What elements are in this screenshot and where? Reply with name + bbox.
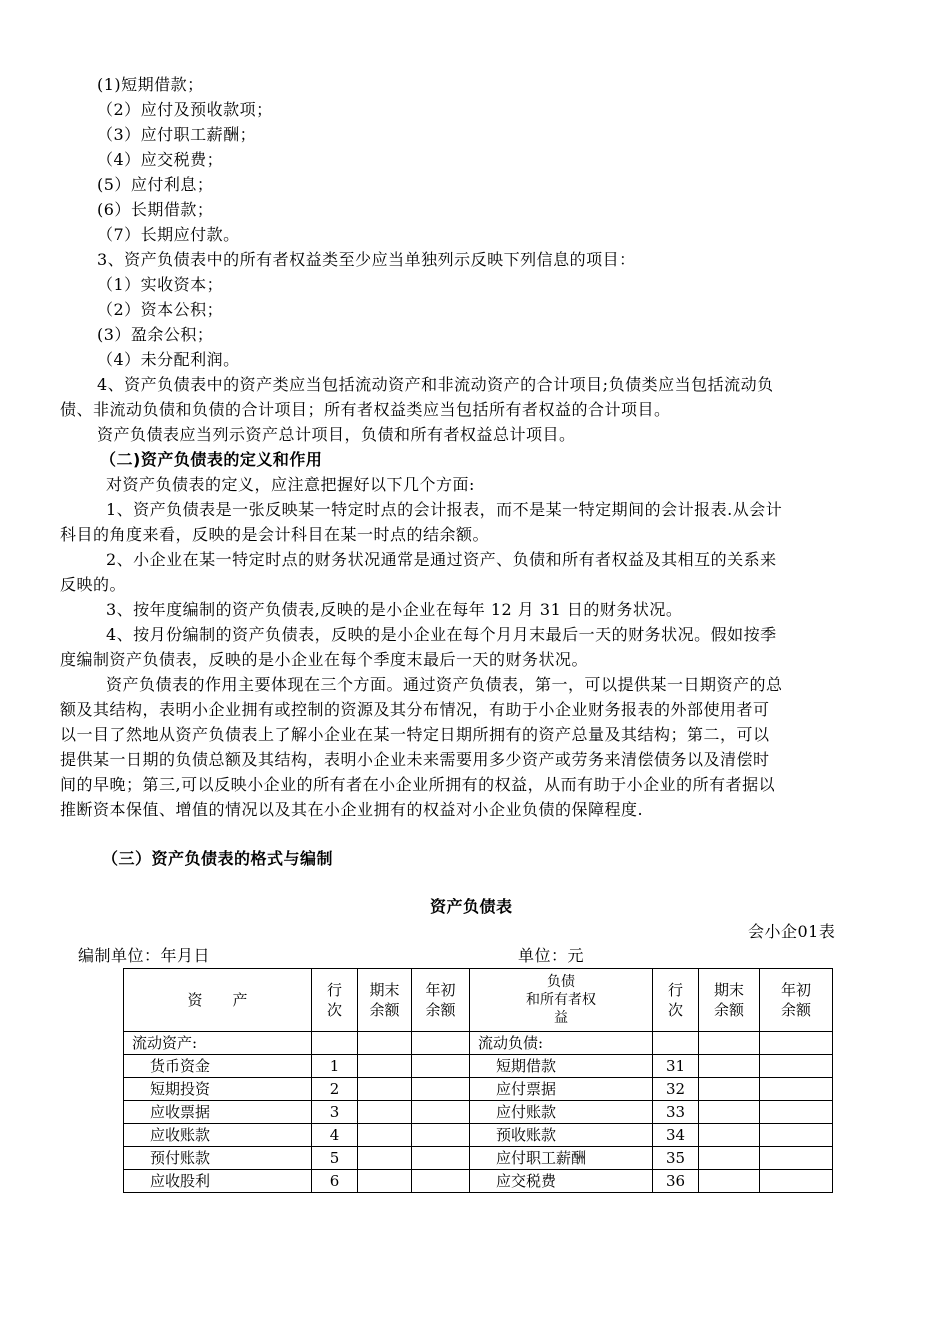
end-balance-cell-2 bbox=[699, 1032, 760, 1055]
text-line: （2）应付及预收款项； bbox=[97, 100, 273, 119]
row-no-cell-2 bbox=[653, 1032, 699, 1055]
row-no-cell: 3 bbox=[312, 1101, 358, 1124]
end-balance-cell bbox=[358, 1147, 412, 1170]
text-line: （4）未分配利润。 bbox=[97, 350, 240, 369]
table-row bbox=[124, 1170, 833, 1193]
header-row-no: 行 次 bbox=[312, 969, 358, 1032]
end-balance-cell-2 bbox=[699, 1170, 760, 1193]
begin-balance-cell bbox=[412, 1147, 470, 1170]
begin-balance-cell-2 bbox=[760, 1147, 833, 1170]
balance-sheet-table bbox=[123, 968, 833, 1193]
asset-cell: 短期投资 bbox=[124, 1078, 312, 1101]
header-end-balance: 期末 余额 bbox=[358, 969, 412, 1032]
end-balance-cell-2 bbox=[699, 1124, 760, 1147]
begin-balance-cell-2 bbox=[760, 1101, 833, 1124]
end-balance-cell-2 bbox=[699, 1147, 760, 1170]
text-line: 资产负债表应当列示资产总计项目，负债和所有者权益总计项目。 bbox=[97, 425, 576, 444]
table-row bbox=[124, 1032, 833, 1055]
begin-balance-cell bbox=[412, 1124, 470, 1147]
end-balance-cell-2 bbox=[699, 1055, 760, 1078]
text-line: 4、资产负债表中的资产类应当包括流动资产和非流动资产的合计项目;负债类应当包括流动负 bbox=[97, 375, 774, 394]
asset-cell: 应收股利 bbox=[124, 1170, 312, 1193]
asset-cell: 流动资产: bbox=[124, 1032, 312, 1055]
text-line: (5）应付利息； bbox=[97, 175, 214, 194]
table-row bbox=[124, 1078, 833, 1101]
row-no-cell: 5 bbox=[312, 1147, 358, 1170]
text-line: 科目的角度来看，反映的是会计科目在某一时点的结余额。 bbox=[60, 525, 490, 544]
text-line: (1)短期借款； bbox=[97, 75, 204, 94]
text-line: （1）实收资本； bbox=[97, 275, 224, 294]
liability-cell: 流动负债: bbox=[470, 1032, 653, 1055]
begin-balance-cell-2 bbox=[760, 1078, 833, 1101]
liability-cell: 应付账款 bbox=[470, 1101, 653, 1124]
liability-cell: 应付职工薪酬 bbox=[470, 1147, 653, 1170]
asset-cell: 应收票据 bbox=[124, 1101, 312, 1124]
text-line: （7）长期应付款。 bbox=[97, 225, 240, 244]
text-line: 2、小企业在某一特定时点的财务状况通常是通过资产、负债和所有者权益及其相互的关系来 bbox=[106, 550, 777, 569]
row-no-cell: 1 bbox=[312, 1055, 358, 1078]
table-row bbox=[124, 1124, 833, 1147]
end-balance-cell bbox=[358, 1032, 412, 1055]
text-line: （2）资本公积； bbox=[97, 300, 224, 319]
text-line: 反映的。 bbox=[60, 575, 127, 594]
header-end-balance-2: 期末 余额 bbox=[699, 969, 760, 1032]
row-no-cell: 6 bbox=[312, 1170, 358, 1193]
text-line: 以一目了然地从资产负债表上了解小企业在某一特定日期所拥有的资产总量及其结构；第二，可以 bbox=[60, 725, 770, 744]
end-balance-cell-2 bbox=[699, 1078, 760, 1101]
text-line: 提供某一日期的负债总额及其结构，表明小企业未来需要用多少资产或劳务来清偿债务以及清偿时 bbox=[60, 750, 770, 769]
liability-cell: 短期借款 bbox=[470, 1055, 653, 1078]
text-line: 债、非流动负债和负债的合计项目；所有者权益类应当包括所有者权益的合计项目。 bbox=[60, 400, 671, 419]
text-line: 1、资产负债表是一张反映某一特定时点的会计报表，而不是某一特定期间的会计报表.从会计 bbox=[106, 500, 783, 519]
end-balance-cell bbox=[358, 1101, 412, 1124]
section-heading: （三）资产负债表的格式与编制 bbox=[102, 849, 334, 868]
text-line: 推断资本保值、增值的情况以及其在小企业拥有的权益对小企业负债的保障程度. bbox=[60, 800, 644, 819]
liability-cell: 应付票据 bbox=[470, 1078, 653, 1101]
text-line: 度编制资产负债表，反映的是小企业在每个季度末最后一天的财务状况。 bbox=[60, 650, 589, 669]
begin-balance-cell-2 bbox=[760, 1170, 833, 1193]
liability-cell: 预收账款 bbox=[470, 1124, 653, 1147]
text-line: 资产负债表的作用主要体现在三个方面。通过资产负债表，第一，可以提供某一日期资产的总 bbox=[106, 675, 783, 694]
header-row-no-2: 行 次 bbox=[653, 969, 699, 1032]
header-begin-balance-2: 年初 余额 bbox=[760, 969, 833, 1032]
text-line: 3、资产负债表中的所有者权益类至少应当单独列示反映下列信息的项目： bbox=[97, 250, 636, 269]
row-no-cell-2: 31 bbox=[653, 1055, 699, 1078]
row-no-cell-2: 34 bbox=[653, 1124, 699, 1147]
unit-label: 单位：元 bbox=[518, 946, 585, 965]
table-row bbox=[124, 1101, 833, 1124]
end-balance-cell bbox=[358, 1078, 412, 1101]
begin-balance-cell bbox=[412, 1078, 470, 1101]
text-line: 额及其结构，表明小企业拥有或控制的资源及其分布情况，有助于小企业财务报表的外部使用者可 bbox=[60, 700, 770, 719]
begin-balance-cell-2 bbox=[760, 1124, 833, 1147]
prepared-by: 编制单位：年月日 bbox=[78, 946, 211, 965]
text-line: (6）长期借款； bbox=[97, 200, 214, 219]
row-no-cell-2: 32 bbox=[653, 1078, 699, 1101]
header-liability: 负债 和所有者权 益 bbox=[470, 969, 653, 1032]
begin-balance-cell bbox=[412, 1055, 470, 1078]
text-line: (3）盈余公积； bbox=[97, 325, 214, 344]
table-row bbox=[124, 1147, 833, 1170]
row-no-cell: 2 bbox=[312, 1078, 358, 1101]
end-balance-cell bbox=[358, 1170, 412, 1193]
header-asset: 资 产 bbox=[124, 969, 312, 1032]
begin-balance-cell bbox=[412, 1032, 470, 1055]
row-no-cell bbox=[312, 1032, 358, 1055]
text-line: 对资产负债表的定义，应注意把握好以下几个方面: bbox=[106, 475, 475, 494]
row-no-cell-2: 36 bbox=[653, 1170, 699, 1193]
header-begin-balance: 年初 余额 bbox=[412, 969, 470, 1032]
row-no-cell: 4 bbox=[312, 1124, 358, 1147]
form-code: 会小企01表 bbox=[748, 922, 836, 941]
end-balance-cell bbox=[358, 1055, 412, 1078]
text-line: 4、按月份编制的资产负债表，反映的是小企业在每个月月末最后一天的财务状况。假如按季 bbox=[106, 625, 777, 644]
begin-balance-cell bbox=[412, 1170, 470, 1193]
begin-balance-cell bbox=[412, 1101, 470, 1124]
end-balance-cell-2 bbox=[699, 1101, 760, 1124]
section-heading: （二)资产负债表的定义和作用 bbox=[100, 450, 323, 469]
text-line: 间的早晚；第三,可以反映小企业的所有者在小企业所拥有的权益，从而有助于小企业的所有者据以 bbox=[60, 775, 776, 794]
table-row bbox=[124, 1055, 833, 1078]
row-no-cell-2: 33 bbox=[653, 1101, 699, 1124]
table-header-row bbox=[124, 969, 833, 1032]
liability-cell: 应交税费 bbox=[470, 1170, 653, 1193]
text-line: （4）应交税费； bbox=[97, 150, 224, 169]
begin-balance-cell-2 bbox=[760, 1055, 833, 1078]
row-no-cell-2: 35 bbox=[653, 1147, 699, 1170]
begin-balance-cell-2 bbox=[760, 1032, 833, 1055]
text-line: （3）应付职工薪酬； bbox=[97, 125, 257, 144]
table-title: 资产负债表 bbox=[430, 897, 513, 916]
asset-cell: 预付账款 bbox=[124, 1147, 312, 1170]
asset-cell: 货币资金 bbox=[124, 1055, 312, 1078]
text-line: 3、按年度编制的资产负债表,反映的是小企业在每年 12 月 31 日的财务状况。 bbox=[106, 600, 683, 619]
end-balance-cell bbox=[358, 1124, 412, 1147]
asset-cell: 应收账款 bbox=[124, 1124, 312, 1147]
